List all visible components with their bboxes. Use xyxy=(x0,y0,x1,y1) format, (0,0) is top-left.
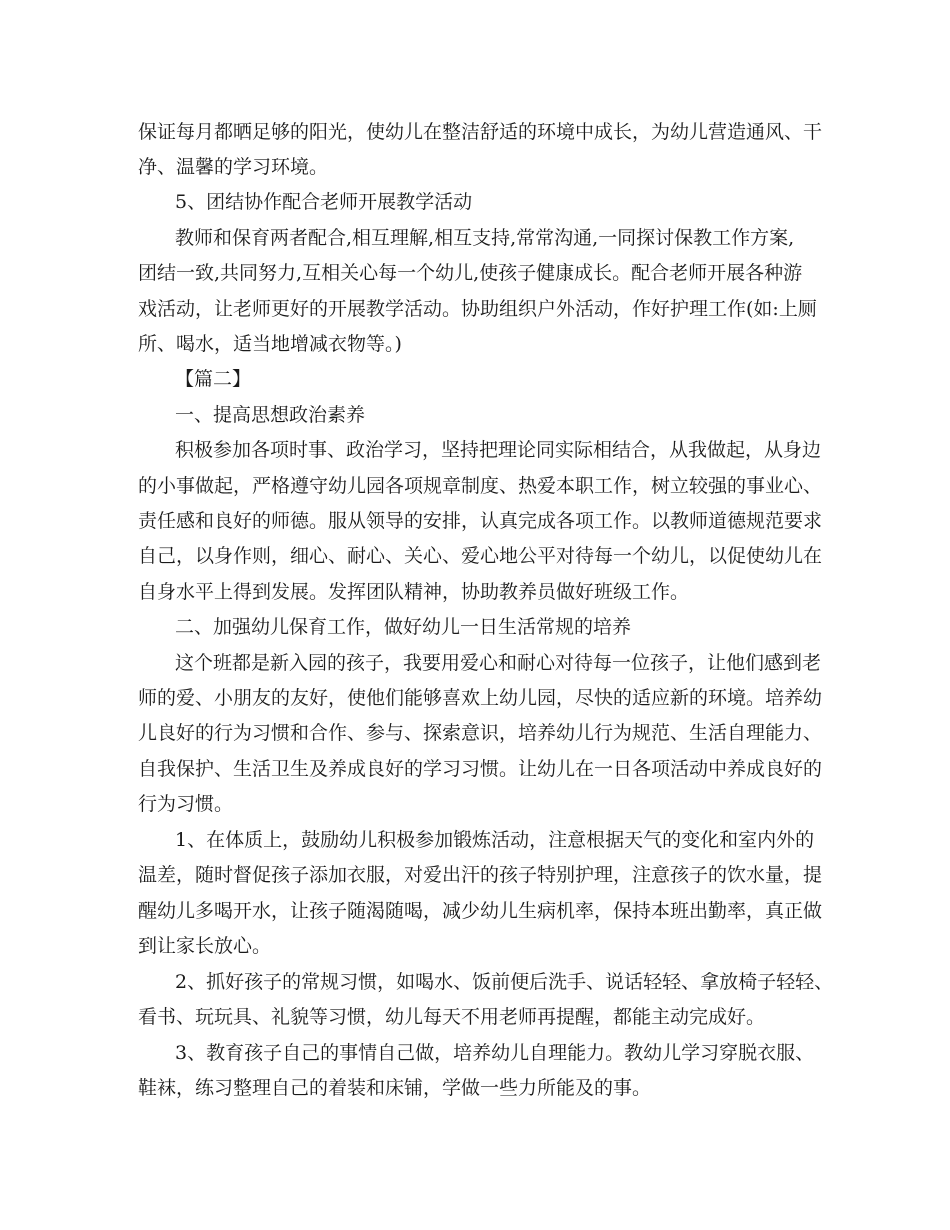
text-line: 所、喝水，适当地增减衣物等。) xyxy=(138,333,402,355)
text-line: 戏活动，让老师更好的开展教学活动。协助组织户外活动，作好护理工作(如:上厕 xyxy=(138,298,817,320)
text-line: 行为习惯。 xyxy=(138,793,234,815)
text-line: 自己，以身作则，细心、耐心、关心、爱心地公平对待每一个幼儿，以促使幼儿在 xyxy=(138,545,823,567)
section-heading: 二、加强幼儿保育工作，做好幼儿一日生活常规的培养 xyxy=(175,616,632,638)
text-line: 醒幼儿多喝开水，让孩子随渴随喝，减少幼儿生病机率，保持本班出勤率，真正做 xyxy=(138,900,823,922)
text-line: 净、温馨的学习环境。 xyxy=(138,156,329,178)
text-line: 1、在体质上，鼓励幼儿积极参加锻炼活动，注意根据天气的变化和室内外的 xyxy=(175,829,815,851)
section-heading: 一、提高思想政治素养 xyxy=(175,404,366,426)
text-line: 自身水平上得到发展。发挥团队精神，协助教养员做好班级工作。 xyxy=(138,581,690,603)
text-line: 自我保护、生活卫生及养成良好的学习习惯。让幼儿在一日各项活动中养成良好的 xyxy=(138,758,823,780)
text-line: 温差，随时督促孩子添加衣服，对爱出汗的孩子特别护理，注意孩子的饮水量，提 xyxy=(138,864,823,886)
text-line: 这个班都是新入园的孩子，我要用爱心和耐心对待每一位孩子，让他们感到老 xyxy=(175,652,822,674)
text-line: 责任感和良好的师德。服从领导的安排，认真完成各项工作。以教师道德规范要求 xyxy=(138,510,823,532)
text-line: 师的爱、小朋友的友好，使他们能够喜欢上幼儿园，尽快的适应新的环境。培养幼 xyxy=(138,687,823,709)
text-line: 积极参加各项时事、政治学习，坚持把理论同实际相结合，从我做起，从身边 xyxy=(175,439,822,461)
text-line: 的小事做起，严格遵守幼儿园各项规章制度、热爱本职工作，树立较强的事业心、 xyxy=(138,475,823,497)
text-line: 教师和保育两者配合,相互理解,相互支持,常常沟通,一同探讨保教工作方案, xyxy=(175,227,795,249)
text-line: 看书、玩玩具、礼貌等习惯，幼儿每天不用老师再提醒，都能主动完成好。 xyxy=(138,1006,766,1028)
text-line: 儿良好的行为习惯和合作、参与、探索意识，培养幼儿行为规范、生活自理能力、 xyxy=(138,722,823,744)
text-line: 团结一致,共同努力,互相关心每一个幼儿,使孩子健康成长。配合老师开展各种游 xyxy=(138,262,803,284)
text-line: 保证每月都晒足够的阳光，使幼儿在整洁舒适的环境中成长，为幼儿营造通风、干 xyxy=(138,121,823,143)
text-line: 鞋袜，练习整理自己的着装和床铺，学做一些力所能及的事。 xyxy=(138,1077,652,1099)
text-line: 到让家长放心。 xyxy=(138,935,272,957)
text-line: 2、抓好孩子的常规习惯，如喝水、饭前便后洗手、说话轻轻、拿放椅子轻轻、 xyxy=(175,971,834,993)
section-heading: 5、团结协作配合老师开展教学活动 xyxy=(175,191,473,213)
part-heading: 【篇二】 xyxy=(175,368,252,390)
text-line: 3、教育孩子自己的事情自己做，培养幼儿自理能力。教幼儿学习穿脱衣服、 xyxy=(175,1042,815,1064)
